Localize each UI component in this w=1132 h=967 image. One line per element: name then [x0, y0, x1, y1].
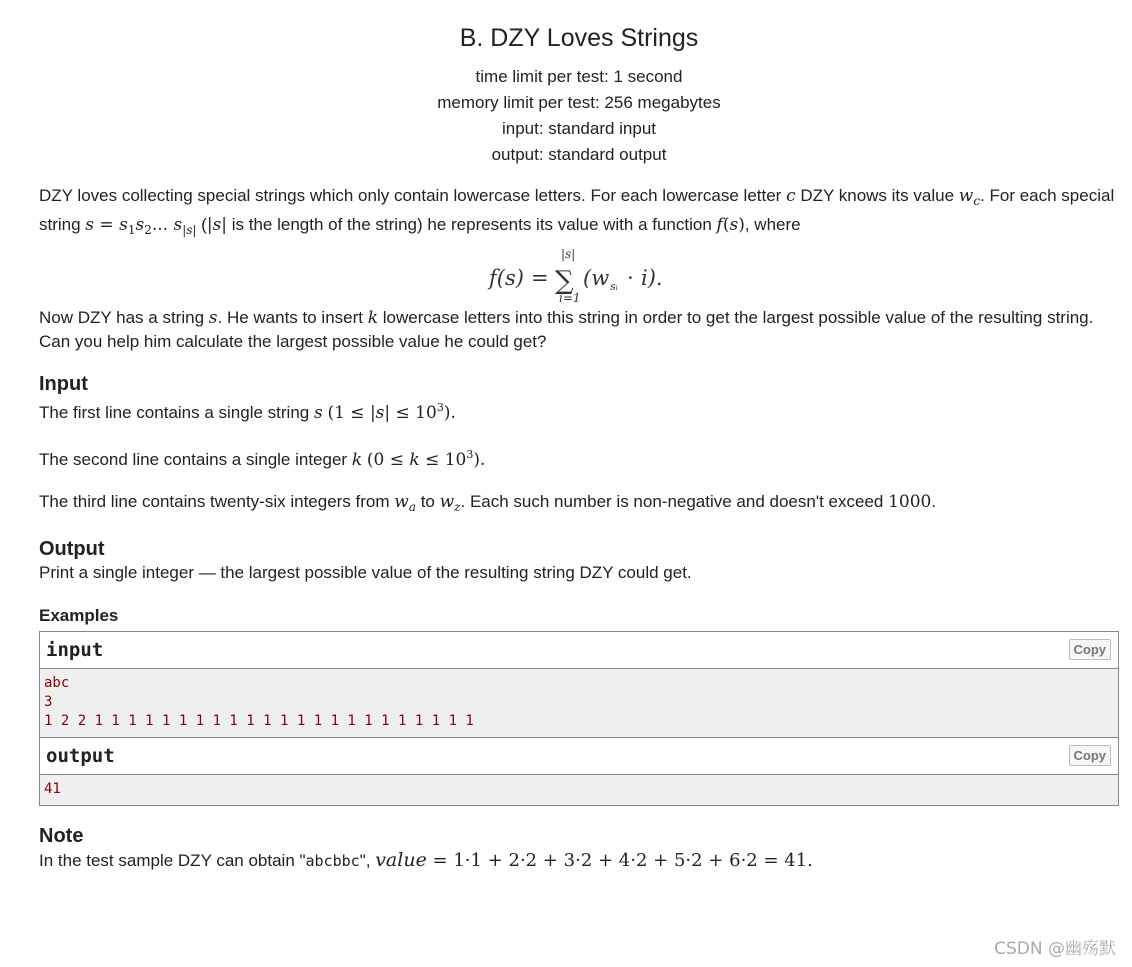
sample-output-header	[40, 738, 1118, 775]
memory-limit: memory limit per test: 256 megabytes	[437, 93, 721, 112]
copy-input-button[interactable]: Copy	[1069, 639, 1112, 660]
svg-text:=: =	[531, 266, 549, 290]
output-spec: output: standard output	[491, 145, 667, 164]
formula-svg	[479, 242, 699, 306]
svg-text:sᵢ: sᵢ	[610, 280, 618, 293]
sample-output-line: 41	[44, 781, 61, 797]
sample-test	[39, 631, 1119, 806]
svg-text:f(s): f(s)	[489, 266, 524, 290]
svg-text:∑: ∑	[555, 266, 574, 296]
output-text: Print a single integer — the largest possible value of the resulting string DZY could get.	[39, 563, 692, 582]
input-line-2: The second line contains a single integer k $(0 \le k \le 10^3)$.	[39, 448, 486, 470]
note-heading: Note	[39, 825, 84, 847]
problem-title: B. DZY Loves Strings	[459, 24, 699, 52]
svg-text:i).: i).	[641, 266, 663, 290]
problem-statement	[39, 0, 1119, 873]
input-line-3: The third line contains twenty-six integers from $w_a$ to $w_z$. Each such number is non-negative and doesn't exceed 1000.	[39, 492, 937, 514]
input-heading: Input	[39, 373, 88, 395]
svg-text:(w: (w	[583, 266, 610, 290]
sample-output-content	[40, 775, 1118, 805]
svg-text:|s|: |s|	[561, 247, 576, 261]
input-spec: input: standard input	[501, 119, 657, 138]
sample-input-content	[40, 669, 1118, 738]
examples-heading: Examples	[39, 606, 119, 625]
svg-text:·: ·	[627, 266, 634, 290]
output-heading: Output	[39, 538, 105, 560]
statement-paragraph-2: Now DZY has a string s. He wants to insert k lowercase letters into this string in order to get the largest possible value of the resulting string. Can you help him calculate the largest possible value he could get?	[39, 308, 1094, 351]
sample-input-line: 1 2 2 1 1 1 1 1 1 1 1 1 1 1 1 1 1 1 1 1 1 1 1 1 1 1	[44, 713, 474, 729]
sample-input-line: 3	[44, 694, 53, 710]
statement-paragraph-1: DZY loves collecting special strings which only contain lowercase letters. For each lowercase letter c DZY knows its value $w_c$. For each special string $s = s_1s_2$... $s_{|s|}$ (|s| is the length of the string) he represents its value with a function f(s), where	[39, 186, 1115, 237]
time-limit: time limit per test: 1 second	[475, 67, 683, 86]
sample-output-label: output	[46, 745, 115, 767]
input-line-1: The first line contains a single string s $(1 \le |s| \le 10^3)$.	[39, 401, 456, 423]
sample-input-label: input	[46, 639, 104, 661]
svg-text:i=1: i=1	[559, 291, 581, 305]
copy-output-button[interactable]: Copy	[1069, 745, 1112, 766]
sample-input-header	[40, 632, 1118, 669]
note-text: In the test sample DZY can obtain "abcbbc", value = 1·1 + 2·2 + 3·2 + 4·2 + 5·2 + 6·2 = 41.	[39, 849, 813, 871]
limits-block	[39, 64, 1119, 168]
sample-input-line: abc	[44, 675, 70, 691]
csdn-watermark: CSDN @幽殇默	[994, 939, 1116, 959]
value-formula	[39, 242, 1119, 306]
